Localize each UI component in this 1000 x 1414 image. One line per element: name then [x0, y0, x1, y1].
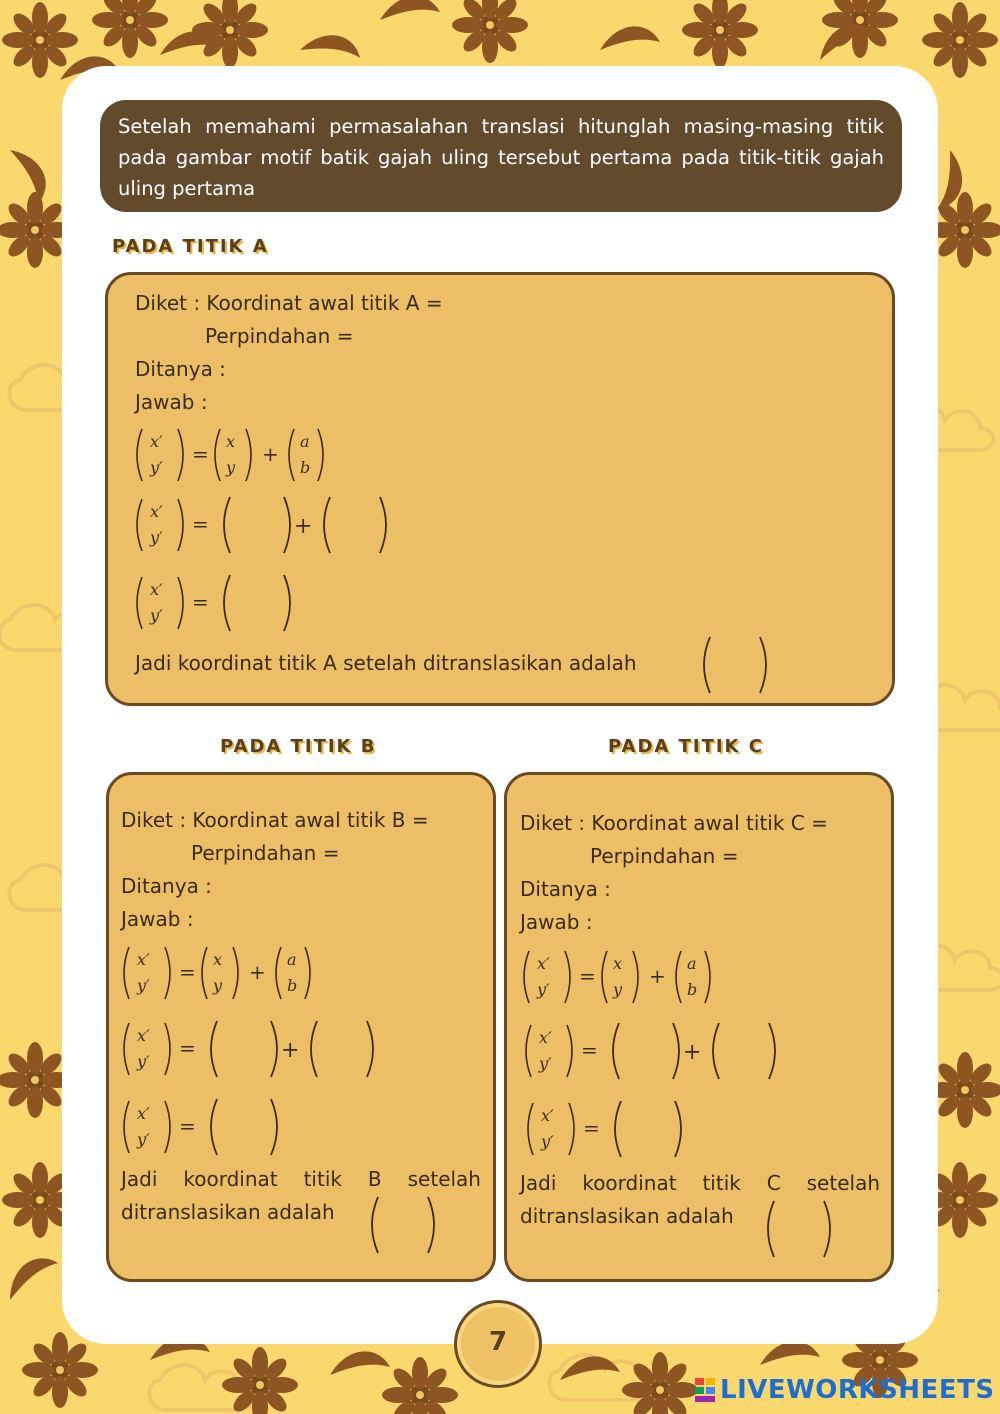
- substitution-row: [523, 1021, 783, 1083]
- jawab-line: Jawab :: [121, 907, 194, 931]
- section-b-box: [106, 772, 496, 1282]
- svg-text:=: =: [192, 590, 209, 614]
- page-number-badge: [454, 1300, 542, 1388]
- final-answer-blank[interactable]: [696, 635, 776, 697]
- answer-blank-1[interactable]: [613, 1023, 619, 1079]
- svg-text:x: x: [213, 950, 223, 969]
- svg-text:x′: x′: [537, 954, 550, 973]
- answer-blank-1[interactable]: [211, 1021, 217, 1077]
- svg-text:=: =: [583, 1116, 600, 1140]
- y-var: y: [226, 458, 236, 477]
- svg-text:=: =: [192, 512, 209, 536]
- conclusion-line-1: Jadi koordinat titik C setelah: [520, 1171, 880, 1195]
- svg-text:x′: x′: [137, 1104, 150, 1123]
- watermark-text: LIVEWORKSHEETS: [720, 1375, 995, 1405]
- svg-text:y′: y′: [137, 976, 150, 995]
- result-row: [525, 1099, 695, 1161]
- perpindahan-line: Perpindahan =: [205, 324, 354, 348]
- conclusion-line-1: Jadi koordinat titik B setelah: [121, 1167, 481, 1191]
- svg-text:x′: x′: [539, 1028, 552, 1047]
- liveworksheets-watermark: [694, 1372, 995, 1408]
- answer-blank-3[interactable]: [211, 1099, 217, 1155]
- svg-text:x′: x′: [137, 950, 150, 969]
- svg-text:+: +: [281, 1038, 300, 1063]
- svg-text:y′: y′: [537, 980, 550, 999]
- perpindahan-line: Perpindahan =: [590, 844, 739, 868]
- svg-text:=: =: [579, 964, 596, 988]
- svg-text:+: +: [249, 960, 266, 984]
- perpindahan-line: Perpindahan =: [191, 841, 340, 865]
- conclusion-line: Jadi koordinat titik A setelah ditranslasikan adalah: [135, 651, 637, 675]
- result-row: [121, 1097, 291, 1159]
- x-prime: x′: [150, 432, 163, 451]
- section-c-title: PADA TITIK C: [608, 736, 764, 757]
- answer-blank-2[interactable]: [324, 497, 330, 553]
- svg-text:=: =: [179, 1114, 196, 1138]
- svg-text:y′: y′: [137, 1052, 150, 1071]
- answer-blank-2[interactable]: [713, 1023, 719, 1079]
- jawab-line: Jawab :: [520, 910, 593, 934]
- svg-text:+: +: [649, 964, 666, 988]
- section-c-box: [504, 772, 894, 1282]
- svg-text:=: =: [179, 1036, 196, 1060]
- result-row: [134, 573, 304, 635]
- svg-text:b: b: [287, 976, 298, 995]
- svg-text:b: b: [687, 980, 698, 999]
- final-answer-blank[interactable]: [364, 1195, 444, 1257]
- svg-text:a: a: [287, 950, 297, 969]
- translation-formula: [121, 943, 321, 1003]
- x-var: x: [226, 432, 236, 451]
- final-answer-blank[interactable]: [760, 1199, 840, 1261]
- intro-instruction: Setelah memahami permasalahan translasi hitunglah masing-masing titik pada gambar motif batik gajah uling tersebut pertama pada titik-titik gajah uling pertama: [100, 100, 902, 212]
- answer-blank-3[interactable]: [615, 1101, 621, 1157]
- svg-text:x′: x′: [150, 502, 163, 521]
- conclusion-line-2: ditranslasikan adalah: [121, 1200, 335, 1224]
- section-a-box: [105, 272, 895, 706]
- svg-text:=: =: [581, 1038, 598, 1062]
- substitution-row: [134, 495, 394, 557]
- ditanya-line: Ditanya :: [121, 874, 212, 898]
- diket-line: Diket : Koordinat awal titik A =: [135, 291, 443, 315]
- svg-text:y′: y′: [150, 606, 163, 625]
- jawab-line: Jawab :: [135, 390, 208, 414]
- svg-text:y′: y′: [150, 528, 163, 547]
- svg-text:+: +: [294, 514, 313, 539]
- section-b-title: PADA TITIK B: [220, 736, 377, 757]
- section-a-title: PADA TITIK A: [112, 236, 269, 257]
- svg-text:=: =: [179, 960, 196, 984]
- svg-text:y: y: [613, 980, 623, 999]
- svg-text:y′: y′: [137, 1130, 150, 1149]
- svg-text:x: x: [613, 954, 623, 973]
- svg-text:x′: x′: [541, 1106, 554, 1125]
- svg-text:y′: y′: [539, 1054, 552, 1073]
- equals-sign: =: [192, 442, 209, 466]
- svg-text:+: +: [683, 1040, 702, 1065]
- svg-text:x′: x′: [137, 1026, 150, 1045]
- svg-text:x′: x′: [150, 580, 163, 599]
- ditanya-line: Ditanya :: [520, 877, 611, 901]
- conclusion-line-2: ditranslasikan adalah: [520, 1204, 734, 1228]
- answer-blank-1[interactable]: [224, 497, 230, 553]
- plus-sign: +: [262, 442, 279, 466]
- page-number: 7: [488, 1327, 508, 1357]
- answer-blank-2[interactable]: [311, 1021, 317, 1077]
- substitution-row: [121, 1019, 381, 1081]
- svg-text:y′: y′: [541, 1132, 554, 1151]
- translation-formula: [521, 947, 721, 1007]
- b-var: b: [300, 458, 311, 477]
- liveworksheets-logo-icon: [694, 1376, 716, 1404]
- translation-formula: [134, 425, 334, 485]
- diket-line: Diket : Koordinat awal titik B =: [121, 808, 429, 832]
- svg-text:a: a: [687, 954, 697, 973]
- ditanya-line: Ditanya :: [135, 357, 226, 381]
- y-prime: y′: [150, 458, 163, 477]
- answer-blank-3[interactable]: [224, 575, 230, 631]
- diket-line: Diket : Koordinat awal titik C =: [520, 811, 828, 835]
- a-var: a: [300, 432, 310, 451]
- svg-text:y: y: [213, 976, 223, 995]
